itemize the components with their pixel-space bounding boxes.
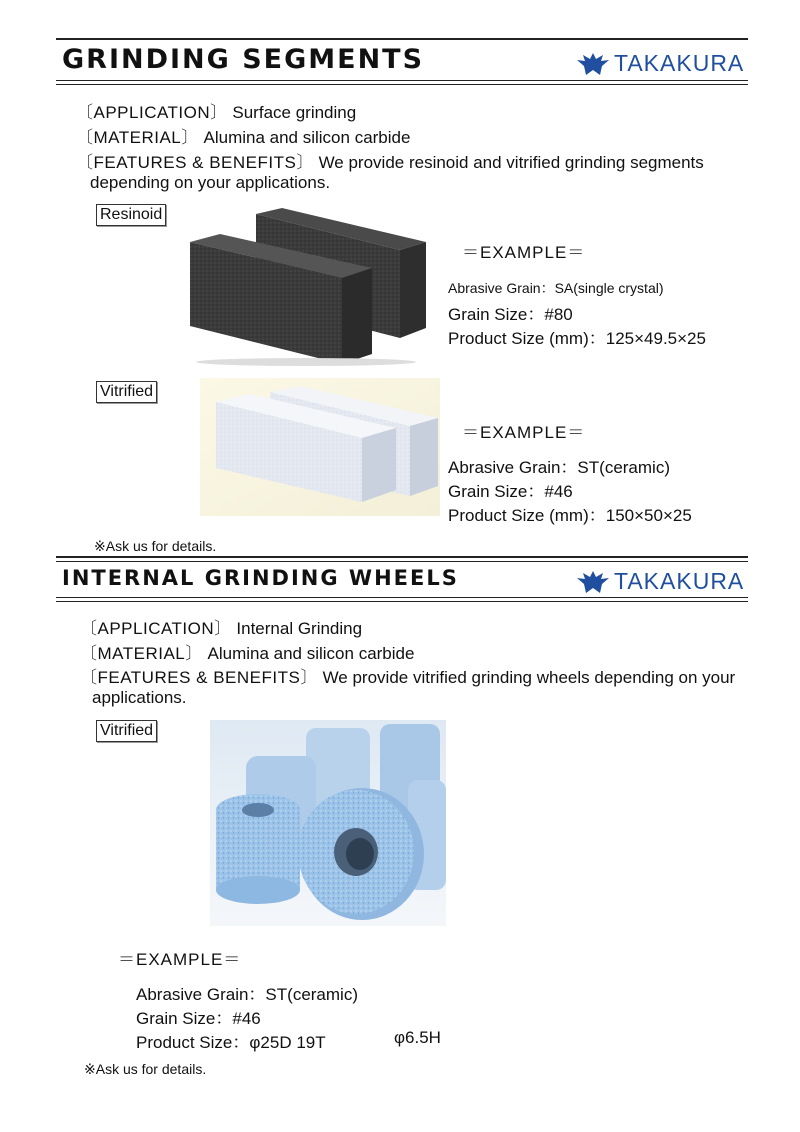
title-underline xyxy=(56,80,748,81)
section-title-grinding-segments: GRINDING SEGMENTS xyxy=(62,44,425,75)
section2-underline-2 xyxy=(56,601,748,602)
features-continuation-2: applications. xyxy=(92,688,187,707)
features-line xyxy=(76,148,704,173)
vitrified-abrasive-grain: Abrasive Grain：ST(ceramic) xyxy=(448,458,670,477)
vitrified-tag: Vitrified xyxy=(96,381,157,403)
resinoid-grain-size: Grain Size：#80 xyxy=(448,305,573,324)
material-value: Alumina and silicon carbide xyxy=(207,644,415,663)
material-label: 〔MATERIAL〕 xyxy=(76,128,199,147)
resinoid-segments-photo xyxy=(186,206,436,366)
vitrified-example-heading: ＝EXAMPLE＝ xyxy=(462,423,586,442)
eagle-logo-icon xyxy=(576,51,610,77)
resinoid-example-heading: ＝EXAMPLE＝ xyxy=(462,243,586,262)
features-continuation: depending on your applications. xyxy=(90,173,331,192)
features-value: We provide vitrified grinding wheels depending on your xyxy=(322,668,736,687)
ask-details-note-2: ※Ask us for details. xyxy=(84,1061,207,1077)
features-label: 〔FEATURES & BENEFITS〕 xyxy=(76,153,314,172)
application-line-2 xyxy=(80,614,362,639)
wheels-grain-size: Grain Size：#46 xyxy=(136,1009,261,1028)
section2-underline xyxy=(56,597,748,598)
brand-logo-2 xyxy=(576,568,744,595)
vitrified-product-size: Product Size (mm)：150×50×25 xyxy=(448,506,692,525)
application-label: 〔APPLICATION〕 xyxy=(80,619,232,638)
material-label: 〔MATERIAL〕 xyxy=(80,644,203,663)
section2-top-rule-2 xyxy=(56,561,748,562)
vitrified-wheels-tag: Vitrified xyxy=(96,720,157,742)
features-line-2 xyxy=(80,663,735,688)
top-rule xyxy=(56,38,748,40)
resinoid-tag: Resinoid xyxy=(96,204,166,226)
features-value: We provide resinoid and vitrified grinding segments xyxy=(318,153,704,172)
application-value: Internal Grinding xyxy=(236,619,363,638)
vitrified-grain-size: Grain Size：#46 xyxy=(448,482,573,501)
material-line xyxy=(76,123,410,148)
resinoid-product-size: Product Size (mm)：125×49.5×25 xyxy=(448,329,706,348)
wheels-product-size: Product Size：φ25D 19T xyxy=(136,1033,326,1052)
wheels-example-heading: ＝EXAMPLE＝ xyxy=(118,950,242,969)
application-line xyxy=(76,98,356,123)
brand-logo xyxy=(576,50,744,77)
internal-wheels-photo xyxy=(210,720,446,926)
features-label: 〔FEATURES & BENEFITS〕 xyxy=(80,668,318,687)
vitrified-segments-photo xyxy=(200,378,440,516)
resinoid-abrasive-grain: Abrasive Grain：SA(single crystal) xyxy=(448,280,664,296)
section-title-internal-wheels: INTERNAL GRINDING WHEELS xyxy=(62,566,459,590)
title-underline-2 xyxy=(56,84,748,85)
material-value: Alumina and silicon carbide xyxy=(203,128,411,147)
brand-name: TAKAKURA xyxy=(614,568,745,594)
brand-name: TAKAKURA xyxy=(614,50,745,76)
wheels-abrasive-grain: Abrasive Grain：ST(ceramic) xyxy=(136,985,358,1004)
application-value: Surface grinding xyxy=(232,103,357,122)
eagle-logo-icon xyxy=(576,569,610,595)
wheels-product-size-hole: φ6.5H xyxy=(394,1028,441,1047)
section2-top-rule xyxy=(56,556,748,558)
material-line-2 xyxy=(80,639,414,664)
ask-details-note: ※Ask us for details. xyxy=(94,538,217,554)
application-label: 〔APPLICATION〕 xyxy=(76,103,228,122)
